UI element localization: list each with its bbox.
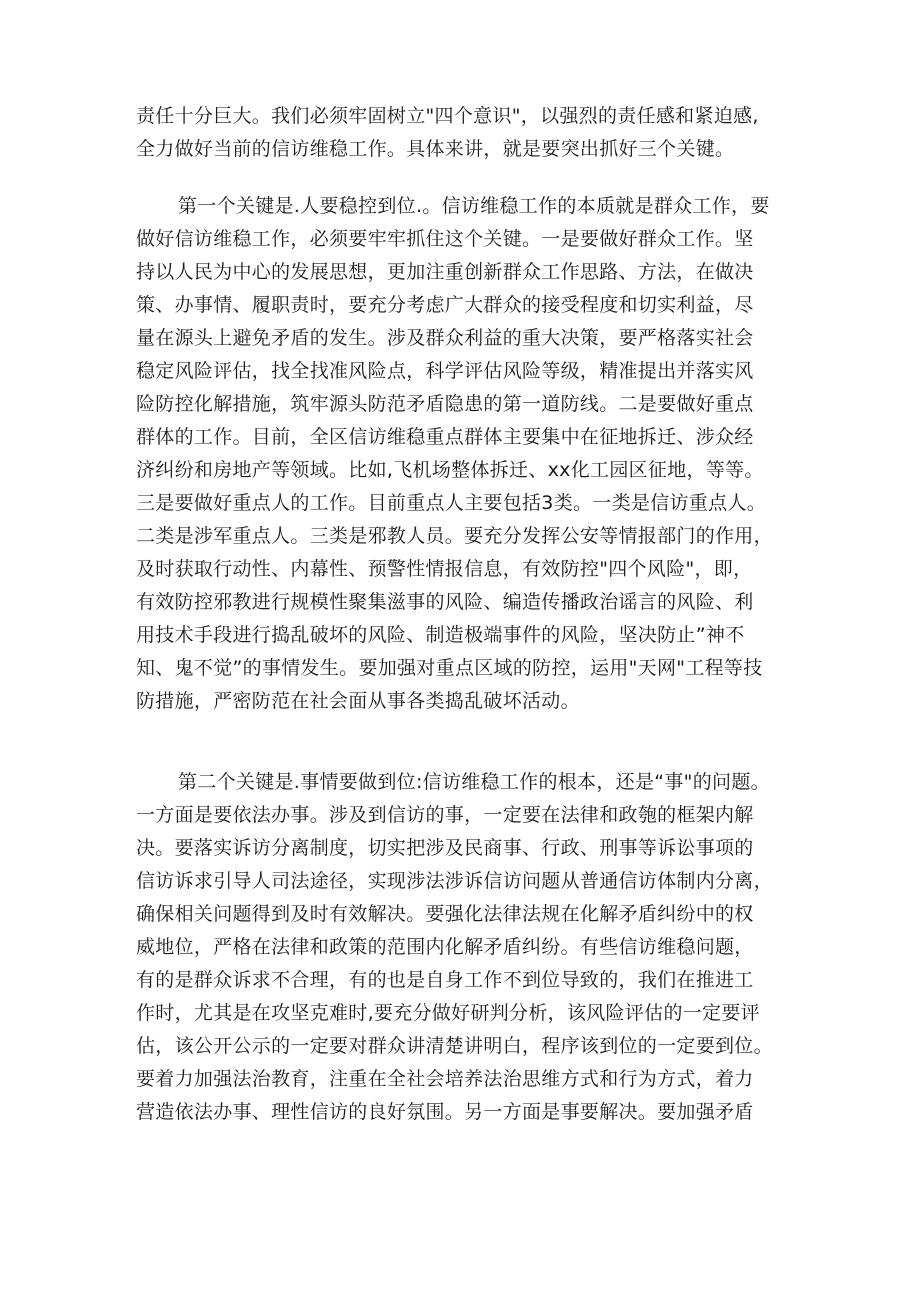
- text-line: 威地位，严格在法律和政策的范围内化解矛盾纠纷。有些信访维稳问题，: [136, 936, 754, 958]
- text-line: 估，该公开公示的一定要对群众讲清楚讲明白，程序该到位的一定要到位。: [136, 1035, 773, 1057]
- text-line: 第一个关键是.人要稳控到位.。信访维稳工作的本质就是群众工作，要: [178, 195, 770, 217]
- paragraph-3: [136, 766, 796, 1129]
- text-line: 险防控化解措施，筑牢源头防范矛盾隐患的第一道防线。二是要做好重点: [136, 393, 754, 415]
- text-line: 二类是涉军重点人。三类是邪教人员。要充分发挥公安等情报部门的作用，: [136, 525, 773, 547]
- text-line: 信访诉求引导人司法途径，实现涉法涉诉信访问题从普通信访体制内分离，: [136, 870, 773, 892]
- text-line: 责任十分巨大。我们必须牢固树立"四个意识"，以强烈的责任感和紧迫感,: [136, 105, 759, 127]
- text-line: 确保相关问题得到及时有效解决。要强化法律法规在化解矛盾纠纷中的权: [136, 903, 754, 925]
- text-line: 营造依法办事、理性信访的良好氛围。另一方面是事要解决。要加强矛盾: [136, 1101, 754, 1123]
- text-line: 全力做好当前的信访维稳工作。具体来讲，就是要突出抓好三个关键。: [136, 138, 735, 160]
- text-line: 用技术手段进行捣乱破坏的风险、制造极端事件的风险，坚决防止”神不: [136, 624, 745, 646]
- text-line: 量在源头上避免矛盾的发生。涉及群众利益的重大决策，要严格落实社会: [136, 327, 754, 349]
- text-line: 作时，尤其是在攻坚克难时,要充分做好研判分析，该风险评估的一定要评: [136, 1002, 760, 1024]
- text-line: 济纠纷和房地产等领域。比如,飞机场整体拆迁、xx化工园区征地，等等。: [136, 459, 764, 481]
- text-line: 有的是群众诉求不合理，有的也是自身工作不到位导致的，我们在推进工: [136, 969, 754, 991]
- paragraph-2: [136, 190, 796, 718]
- text-line: 做好信访维稳工作，必须要牢牢抓住这个关键。一是要做好群众工作。坚: [136, 228, 754, 250]
- text-line: 要着力加强法治教育，注重在全社会培养法治思维方式和行为方式，着力: [136, 1068, 754, 1090]
- text-line: 群体的工作。目前，全区信访维稳重点群体主要集中在征地拆迁、涉众经: [136, 426, 754, 448]
- text-line: 决。要落实诉访分离制度，切实把涉及民商事、行政、刑事等诉讼事项的: [136, 837, 754, 859]
- paragraph-1: [136, 100, 796, 166]
- text-line: 策、办事情、履职责时，要充分考虑广大群众的接受程度和切实利益，尽: [136, 294, 754, 316]
- text-line: 第二个关键是.事情要做到位:信访维稳工作的根本，还是“事"的问题。: [178, 771, 770, 793]
- text-line: 三是要做好重点人的工作。目前重点人主要包括3类。一类是信访重点人。: [136, 492, 766, 514]
- text-line: 及时获取行动性、内幕性、预警性情报信息，有效防控"四个风险"，即，: [136, 558, 753, 580]
- text-line: 一方面是要依法办事。涉及到信访的事，一定要在法律和政匏的框架内解: [136, 804, 754, 826]
- text-line: 稳定风险评估，找全找准风险点，科学评估风险等级，精准提出并落实风: [136, 360, 754, 382]
- text-line: 有效防控邪教进行规模性聚集滋事的风险、编造传播政治谣言的风险、利: [136, 591, 754, 613]
- text-line: 持以人民为中心的发展思想，更加注重创新群众工作思路、方法，在做决: [136, 261, 754, 283]
- text-line: 知、鬼不觉”的事情发生。要加强对重点区域的防控，运用"天网"工程等技: [136, 657, 763, 679]
- text-line: 防措施，严密防范在社会面从事各类捣乱破坏活动。: [136, 690, 580, 712]
